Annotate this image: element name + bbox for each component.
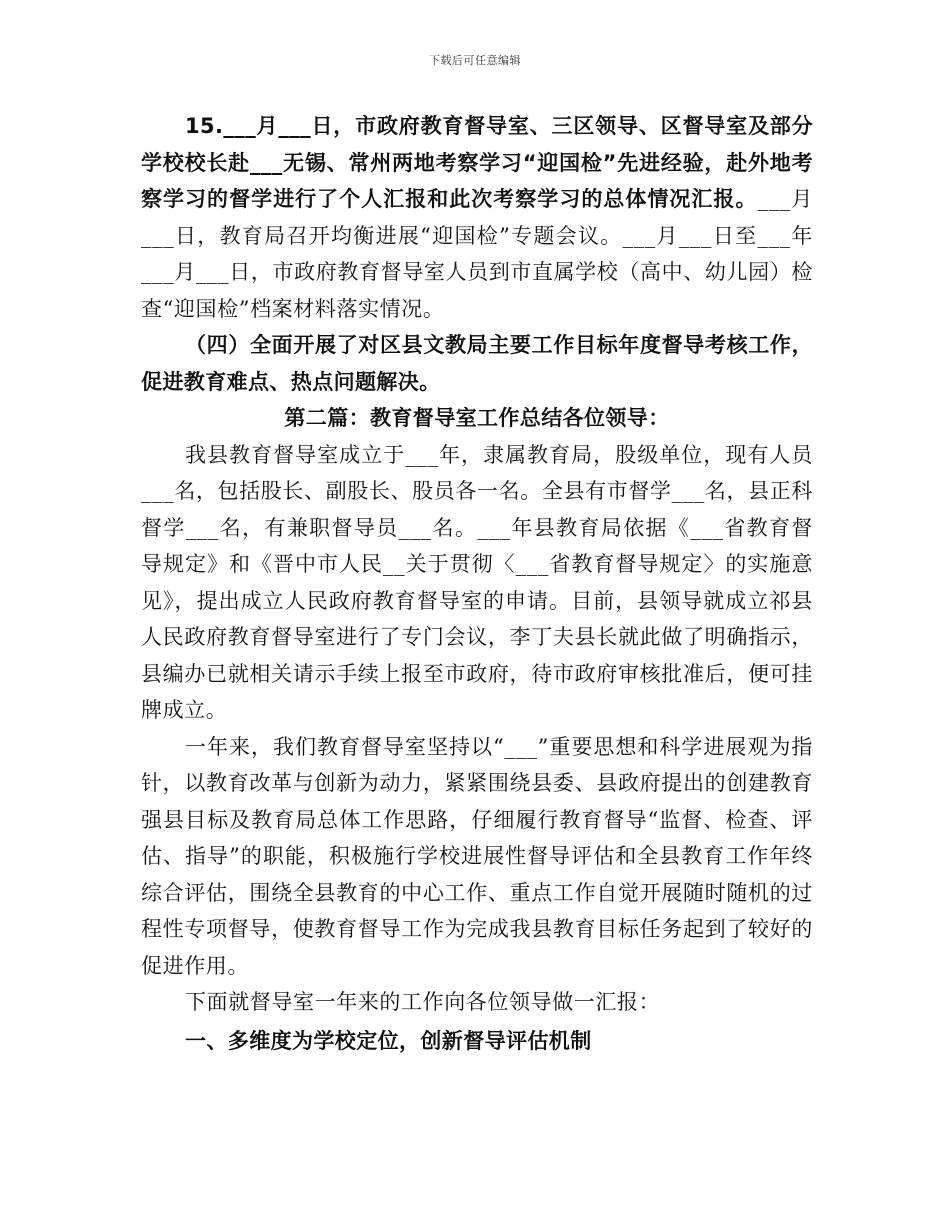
item-15-bold-text: 15.___月___日，市政府教育督导室、三区领导、区督导室及部分学校校长赴___无锡、常州两地考察学习“迎国检”先进经验，赴外地考察学习的督学进行了个人汇报和此次考察学习的总体情况汇报。 <box>141 114 813 211</box>
document-body <box>141 108 813 1059</box>
item-15-normal-text: ___月___日，教育局召开均衡进展“迎国检”专题会议。___月___日至___年___月___日，市政府教育督导室人员到市直属学校（高中、幼儿园）检查“迎国检”档案材料落实情况。 <box>141 187 814 321</box>
paragraph-establishment: 我县教育督导室成立于___年，隶属教育局，股级单位，现有人员___名，包括股长、副股长、股员各一名。全县有市督学___名，县正科督学___名，有兼职督导员___名。___年县教育局依据《___省教育督导规定》和《晋中市人民__关于贯彻〈___省教育督导规定〉的实施意见》，提出成立人民政府教育督导室的申请。目前，县领导就成立祁县人民政府教育督导室进行了专门会议，李丁夫县长就此做了明确指示，县编办已就相关请示手续上报至市政府，待市政府审核批准后，便可挂牌成立。 <box>141 442 813 722</box>
heading-1: 一、多维度为学校定位，创新督导评估机制 <box>185 1028 592 1053</box>
paragraph-report-intro: 下面就督导室一年来的工作向各位领导做一汇报： <box>185 990 661 1014</box>
page-header: 下载后可任意编辑 <box>429 54 521 67</box>
paragraph-year-review: 一年来，我们教育督导室坚持以“___”重要思想和科学进展观为指针，以教育改革与创新为动力，紧紧围绕县委、县政府提出的创建教育强县目标及教育局总体工作思路，仔细履行教育督导“监督、检查、评估、指导”的职能，积极施行学校进展性督导评估和全县教育工作年终综合评估，围绕全县教育的中心工作、重点工作自觉开展随时随机的过程性专项督导，使教育督导工作为完成我县教育目标任务起到了较好的促进作用。 <box>141 734 813 978</box>
part-2-title: 第二篇：教育督导室工作总结各位领导： <box>284 406 670 430</box>
paragraph-item-15 <box>141 108 813 327</box>
section-4-heading: （四）全面开展了对区县文教局主要工作目标年度督导考核工作，促进教育难点、热点问题解决。 <box>141 333 813 394</box>
